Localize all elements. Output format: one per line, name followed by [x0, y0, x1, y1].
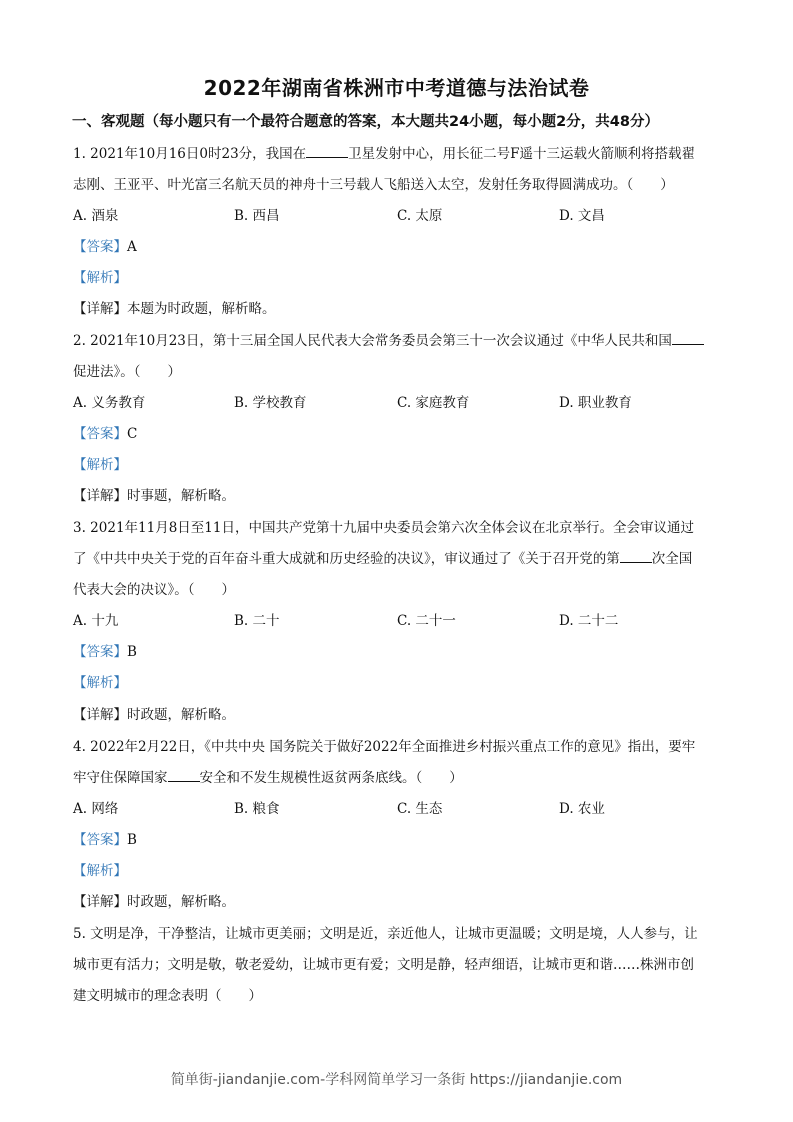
detail-text: 时政题，解析略。	[127, 707, 235, 723]
option-a: A. 酒泉	[73, 208, 119, 224]
question-text: 2. 2021年10月23日，第十三届全国人民代表大会常务委员会第三十一次会议通过《中华人民共和国	[73, 333, 672, 349]
option-b: B. 学校教育	[234, 395, 307, 411]
answer-label: 【答案】	[73, 426, 127, 442]
option-a: A. 网络	[73, 801, 119, 817]
detail-text: 时政题，解析略。	[127, 894, 235, 910]
detail-text: 时事题，解析略。	[127, 488, 235, 504]
detail-label: 【详解】	[73, 301, 127, 317]
question-3-line-3: 代表大会的决议》。（ ）	[73, 582, 235, 598]
analysis-label: 【解析】	[73, 457, 127, 473]
option-c: C. 太原	[397, 208, 443, 224]
question-text: 次全国	[651, 551, 693, 567]
answer-blank	[168, 767, 200, 782]
answer-blank	[672, 330, 704, 345]
question-4-line-2	[73, 766, 463, 786]
answer-line	[73, 828, 137, 848]
detail-label: 【详解】	[73, 894, 127, 910]
answer-value: C	[127, 426, 138, 442]
question-4-options	[73, 797, 723, 817]
question-2-line-2: 促进法》。（ ）	[73, 364, 181, 380]
question-3-line-1: 3. 2021年11月8日至11日，中国共产党第十九届中央委员会第六次全体会议在北京举行。全会审议通过	[73, 520, 694, 536]
question-1-line-2: 志刚、王亚平、叶光富三名航天员的神舟十三号载人飞船送入太空，发射任务取得圆满成功。（ ）	[73, 177, 674, 193]
question-2-line-1	[73, 329, 704, 349]
question-text: 安全和不发生规模性返贫两条底线。（ ）	[199, 770, 463, 786]
question-2-options	[73, 391, 723, 411]
answer-blank	[620, 548, 652, 563]
detail-line	[73, 703, 235, 723]
detail-label: 【详解】	[73, 488, 127, 504]
option-d: D. 农业	[559, 801, 605, 817]
option-d: D. 文昌	[559, 208, 605, 224]
option-a: A. 十九	[73, 613, 119, 629]
question-3-line-2	[73, 547, 692, 567]
question-text: 牢守住保障国家	[73, 770, 168, 786]
answer-line	[73, 640, 137, 660]
question-1-options	[73, 204, 723, 224]
question-5-line-2: 城市更有活力；文明是敬，敬老爱幼，让城市更有爱；文明是静，轻声细语，让城市更和谐……株洲市创	[73, 957, 694, 973]
option-b: B. 粮食	[234, 801, 280, 817]
detail-line	[73, 484, 235, 504]
question-text: 卫星发射中心，用长征二号F遥十三运载火箭顺利将搭载翟	[348, 146, 696, 162]
option-d: D. 职业教育	[559, 395, 632, 411]
page-footer: 简单街-jiandanjie.com-学科网简单学习一条街 https://jiandanjie.com	[170, 1072, 623, 1088]
option-b: B. 二十	[234, 613, 280, 629]
option-b: B. 西昌	[234, 208, 280, 224]
analysis-label: 【解析】	[73, 675, 127, 691]
answer-label: 【答案】	[73, 644, 127, 660]
question-text: 了《中共中央关于党的百年奋斗重大成就和历史经验的决议》，审议通过了《关于召开党的第	[73, 551, 620, 567]
question-5-line-3: 建文明城市的理念表明（ ）	[73, 988, 262, 1004]
detail-text: 本题为时政题，解析略。	[127, 301, 276, 317]
answer-value: A	[127, 239, 137, 255]
detail-line	[73, 890, 235, 910]
detail-line	[73, 297, 276, 317]
answer-blank	[306, 143, 348, 158]
answer-line	[73, 422, 137, 442]
page-title: 2022年湖南省株洲市中考道德与法治试卷	[203, 76, 590, 100]
analysis-label: 【解析】	[73, 270, 127, 286]
question-3-options	[73, 609, 723, 629]
answer-value: B	[127, 644, 137, 660]
option-d: D. 二十二	[559, 613, 619, 629]
answer-value: B	[127, 832, 137, 848]
analysis-label: 【解析】	[73, 863, 127, 879]
question-5-line-1: 5. 文明是净，干净整洁，让城市更美丽；文明是近，亲近他人，让城市更温暖；文明是境，人人参与，让	[73, 926, 698, 942]
option-c: C. 生态	[397, 801, 443, 817]
option-a: A. 义务教育	[73, 395, 146, 411]
section-heading: 一、客观题（每小题只有一个最符合题意的答案，本大题共24小题，每小题2分，共48分）	[72, 114, 659, 130]
option-c: C. 二十一	[397, 613, 456, 629]
answer-label: 【答案】	[73, 239, 127, 255]
question-1-line-1	[73, 142, 695, 162]
question-4-line-1: 4. 2022年2月22日，《中共中央 国务院关于做好2022年全面推进乡村振兴重点工作的意见》指出，要牢	[73, 739, 696, 755]
answer-line	[73, 235, 137, 255]
detail-label: 【详解】	[73, 707, 127, 723]
option-c: C. 家庭教育	[397, 395, 470, 411]
answer-label: 【答案】	[73, 832, 127, 848]
question-text: 1. 2021年10月16日0时23分，我国在	[73, 146, 307, 162]
